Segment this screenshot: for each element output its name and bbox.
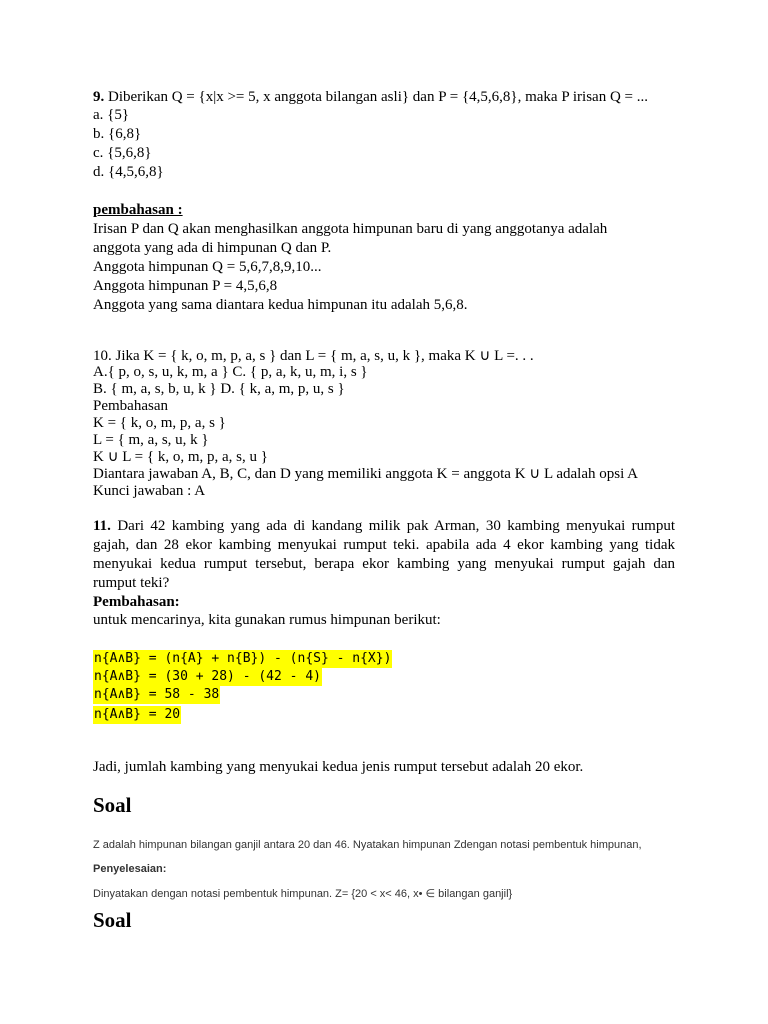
q10-explanation: Diantara jawaban A, B, C, dan D yang memiliki anggota K = anggota K ∪ L adalah opsi A — [93, 466, 639, 482]
q11-formula-line: n{A∧B} = (n{A} + n{B}) - (n{S} - n{X}) — [94, 651, 392, 666]
q10-answer-key: Kunci jawaban : A — [93, 483, 206, 499]
q9-number: 9. — [93, 89, 105, 105]
q10-set-l: L = { m, a, s, u, k } — [93, 432, 209, 448]
q11-intro: untuk mencarinya, kita gunakan rumus himpunan berikut: — [93, 612, 441, 628]
q10-pembahasan-heading: Pembahasan — [93, 398, 168, 414]
q10-options-bd: B. { m, a, s, b, u, k } D. { k, a, m, p, u, s } — [93, 381, 345, 397]
penyelesaian-heading: Penyelesaian: — [93, 863, 167, 875]
q11-question-text: Dari 42 kambing yang ada di kandang milik pak Arman, 30 kambing menyukai rumput gajah, dan 28 ekor kambing menyukai rumput teki. apabila ada 4 ekor kambing yang tidak menyukai kedua rumput tersebut, berapa ekor kambing yang menyukai rumput gajah dan rumput teki? — [93, 518, 675, 591]
q10-options-ac: A.{ p, o, s, u, k, m, a } C. { p, a, k, u, m, i, s } — [93, 364, 368, 380]
q11-number: 11. — [93, 518, 111, 534]
q11-formula-line: n{A∧B} = (30 + 28) - (42 - 4) — [94, 669, 321, 684]
q9-explanation-line: Anggota himpunan Q = 5,6,7,8,9,10... — [93, 259, 322, 275]
soal-text: Z adalah himpunan bilangan ganjil antara 20 dan 46. Nyatakan himpunan Zdengan notasi pembentuk himpunan, — [93, 839, 642, 851]
q9-pembahasan-heading: pembahasan : — [93, 202, 183, 218]
q9-question-text: Diberikan Q = {x|x >= 5, x anggota bilangan asli} dan P = {4,5,6,8}, maka P irisan Q = ... — [104, 89, 648, 105]
q11-formula-line: n{A∧B} = 58 - 38 — [94, 687, 220, 702]
q11-conclusion: Jadi, jumlah kambing yang menyukai kedua jenis rumput tersebut adalah 20 ekor. — [93, 759, 584, 775]
q9-explanation-line: anggota yang ada di himpunan Q dan P. — [93, 240, 332, 256]
q11-formula-line: n{A∧B} = 20 — [94, 707, 181, 722]
q11-pembahasan-heading: Pembahasan: — [93, 594, 180, 610]
q9-option-b: b. {6,8} — [93, 126, 142, 142]
q9-explanation-line: Irisan P dan Q akan menghasilkan anggota himpunan baru di yang anggotanya adalah — [93, 221, 608, 237]
soal-heading: Soal — [93, 793, 132, 817]
q9-option-d: d. {4,5,6,8} — [93, 164, 164, 180]
q11-question — [93, 517, 675, 593]
soal-heading-2: Soal — [93, 908, 132, 932]
q9-explanation-line: Anggota yang sama diantara kedua himpunan itu adalah 5,6,8. — [93, 297, 468, 313]
q10-question: 10. Jika K = { k, o, m, p, a, s } dan L = { m, a, s, u, k }, maka K ∪ L =. . . — [93, 348, 534, 364]
q9-question — [93, 89, 648, 106]
q10-set-k: K = { k, o, m, p, a, s } — [93, 415, 226, 431]
q10-union: K ∪ L = { k, o, m, p, a, s, u } — [93, 449, 268, 465]
q9-option-a: a. {5} — [93, 107, 130, 123]
soal-answer: Dinyatakan dengan notasi pembentuk himpunan. Z= {20 < x< 46, x• ∈ bilangan ganjil} — [93, 888, 513, 900]
q9-option-c: c. {5,6,8} — [93, 145, 152, 161]
q9-explanation-line: Anggota himpunan P = 4,5,6,8 — [93, 278, 278, 294]
